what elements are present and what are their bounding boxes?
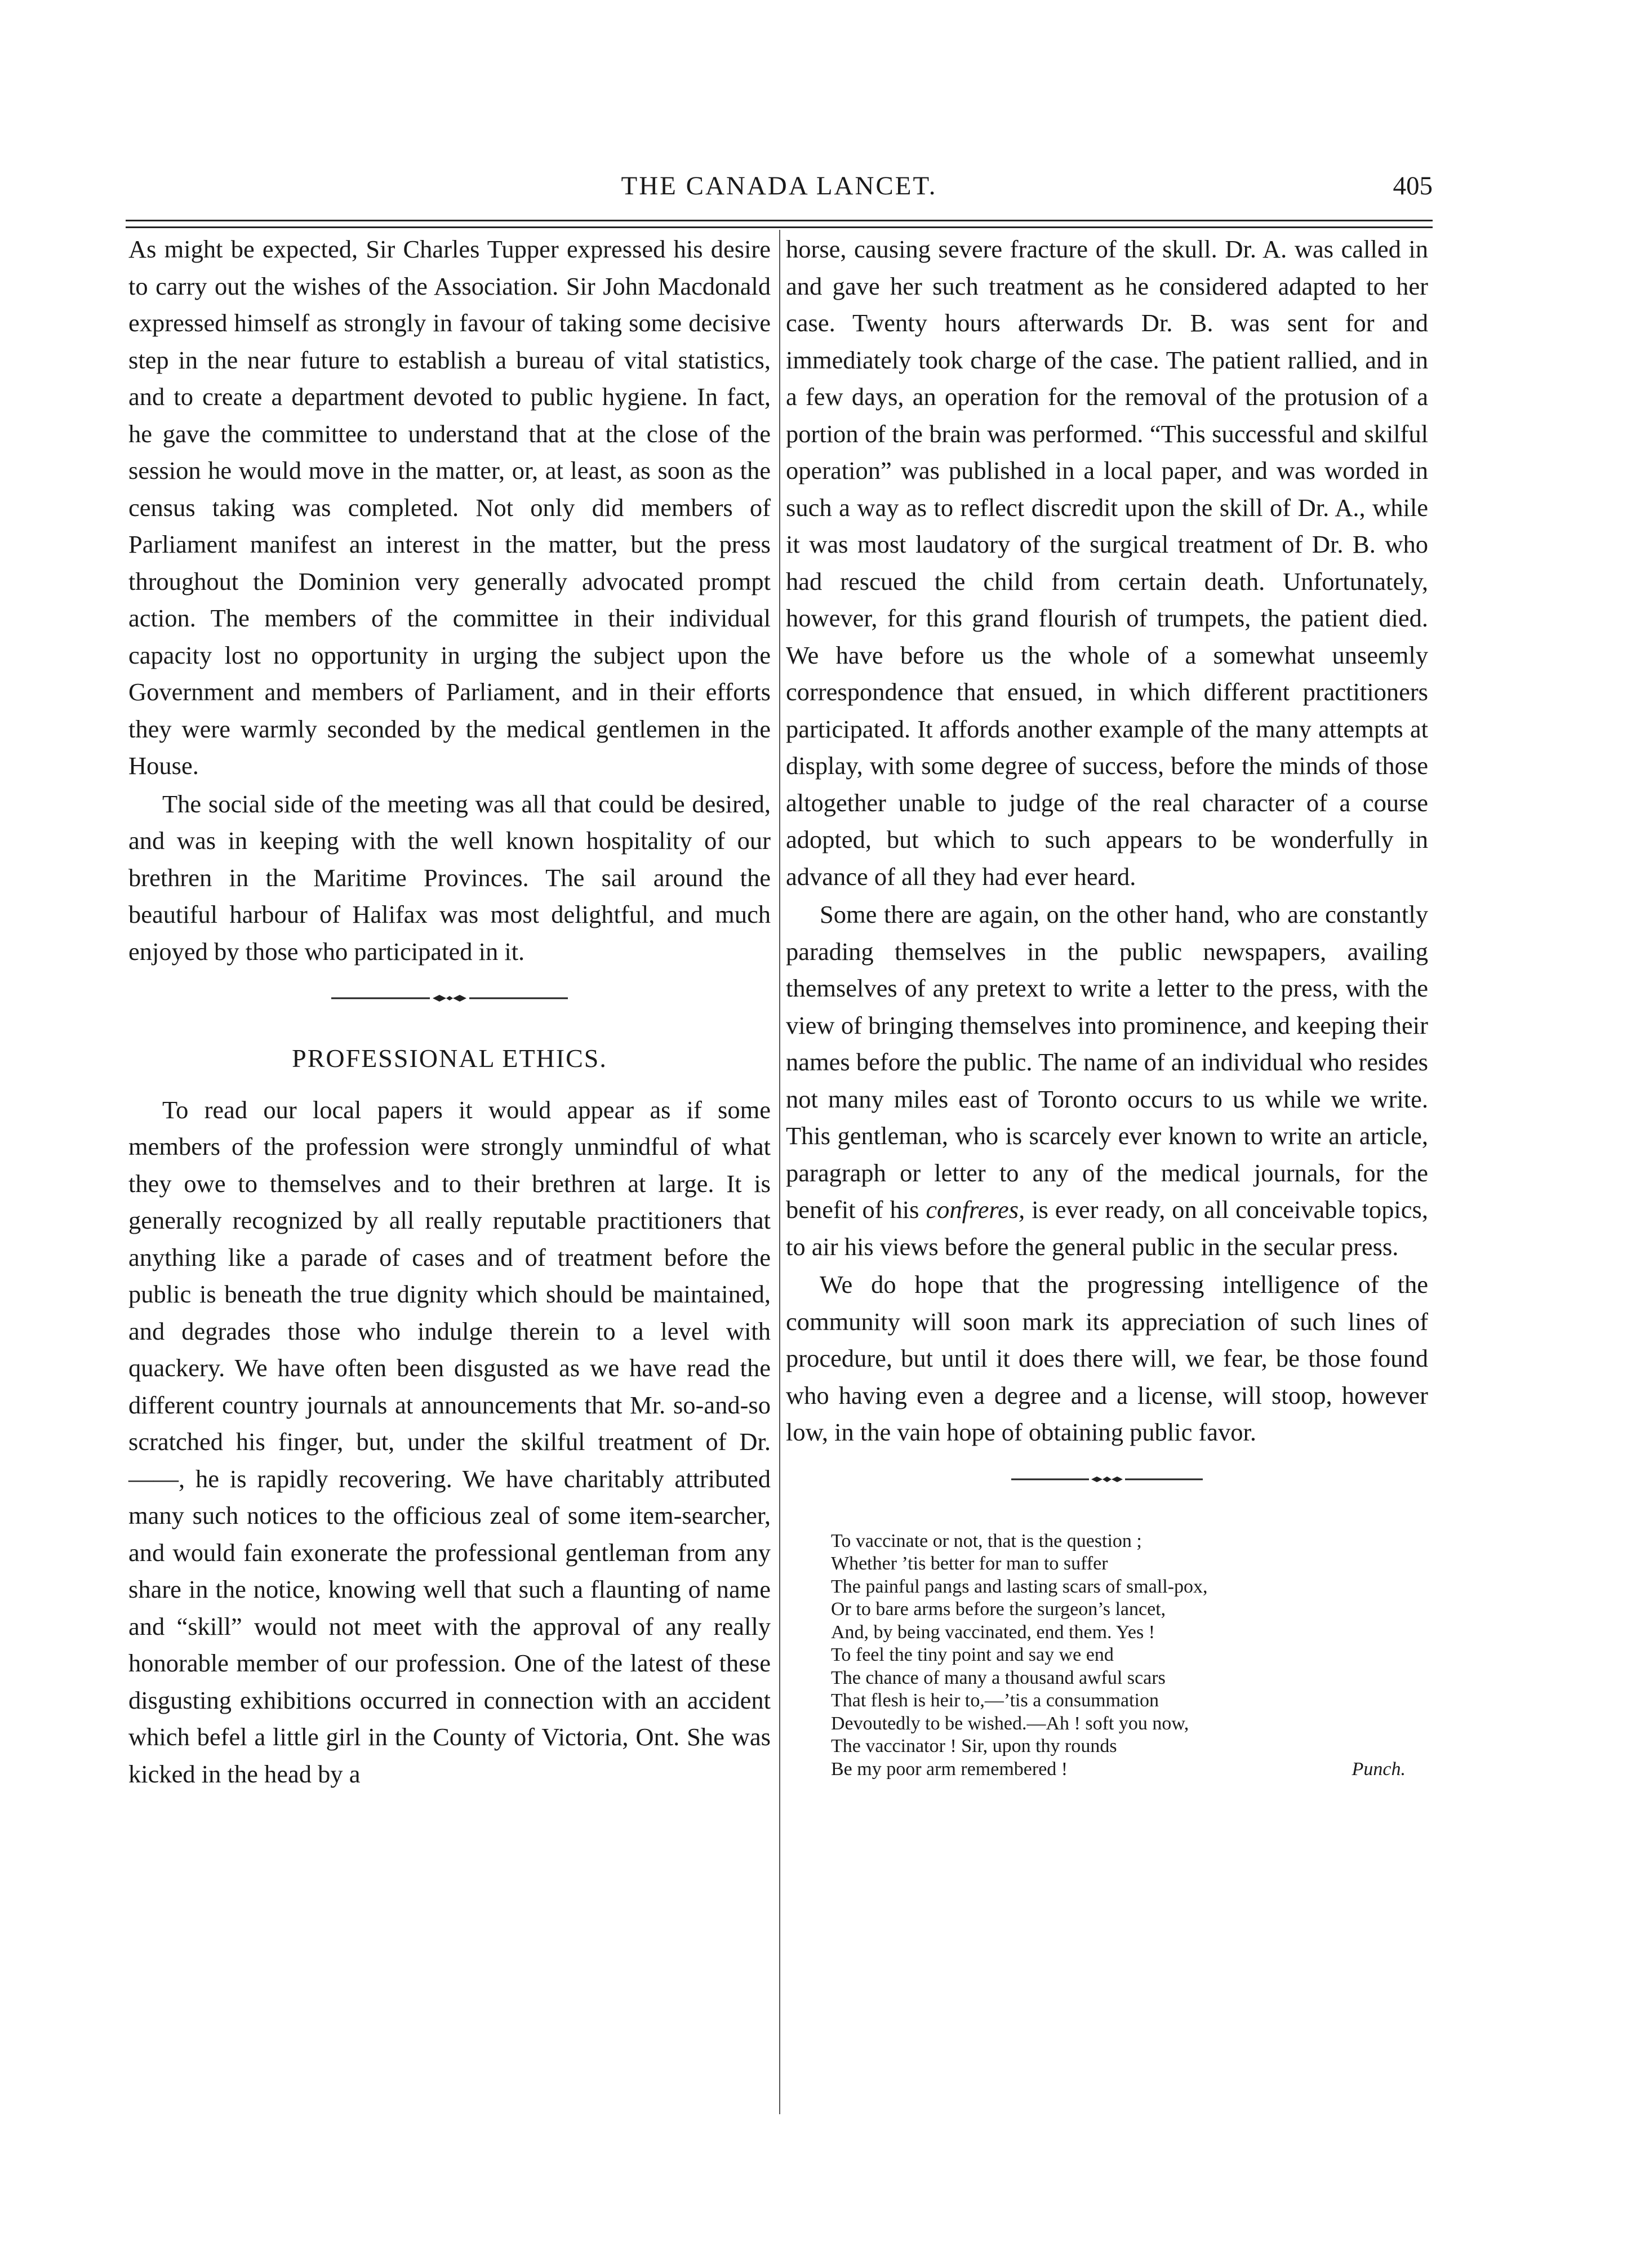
- section-heading: PROFESSIONAL ETHICS.: [292, 1044, 607, 1073]
- paragraph: horse, causing severe fracture of the skull. Dr. A. was called in and gave her such treatment as he considered adapted to her case. Twenty hours afterwards Dr. B. was sent for and immediately took charge of the case. The patient rallied, and in a few days, an operation for the removal of the protusion of a portion of the brain was performed. “This successful and skilful operation” was published in a local paper, and was worded in such a way as to reflect discredit upon the skill of Dr. A., while it was most laudatory of the surgical treatment of Dr. B. who had rescued the child from certain death. Unfortunately, however, for this grand flourish of trumpets, the patient died. We have before us the whole of a somewhat unseemly correspondence that ensued, in which different practitioners participated. It affords another example of the many attempts at display, with some degree of success, before the minds of those altogether unable to judge of the real character of a course adopted, but which to such appears to be wonderfully in advance of all they had ever heard.: [786, 235, 1428, 891]
- section-ornament: [128, 993, 771, 1032]
- running-header: [126, 163, 1433, 208]
- poem-line: Devoutedly to be wished.—Ah ! soft you now,: [831, 1713, 1189, 1734]
- ornament-rule-icon: [1011, 1474, 1203, 1485]
- running-title: THE CANADA LANCET.: [621, 171, 937, 201]
- right-column: [786, 231, 1428, 1781]
- page-number: 405: [1393, 171, 1433, 201]
- poem-line: Whether ’tis better for man to suffer: [831, 1553, 1108, 1574]
- poem-line: To vaccinate or not, that is the question ;: [831, 1530, 1142, 1551]
- poem-line: That flesh is heir to,—’tis a consummation: [831, 1690, 1159, 1711]
- poem-line: The painful pangs and lasting scars of small-pox,: [831, 1576, 1208, 1597]
- paragraph: To read our local papers it would appear as if some members of the profession were strongly unmindful of what they owe to themselves and to their brethren at large. It is generally recognized by all really reputable practitioners that anything like a parade of cases and of treatment before the public is beneath the true dignity which should be maintained, and degrades those who indulge therein to a level with quackery. We have often been disgusted as we have read the different country journals at announcements that Mr. so-and-so scratched his finger, but, under the skilful treatment of Dr. ——, he is rapidly recovering. We have charitably attributed many such notices to the officious zeal of some item-searcher, and would fain exonerate the professional gentleman from any share in the notice, knowing well that such a flaunting of name and “skill” would not meet with the approval of any really honorable member of our profession. One of the latest of these disgusting exhibitions occurred in connection with an accident which befel a little girl in the County of Victoria, Ont. She was kicked in the head by a: [128, 1095, 771, 1788]
- paragraph: The social side of the meeting was all that could be desired, and was in keeping with the well known hospitality of our brethren in the Maritime Provinces. The sail around the beautiful harbour of Halifax was most delightful, and much enjoyed by those who participated in it.: [128, 789, 771, 966]
- poem-attribution: Punch.: [1352, 1758, 1406, 1780]
- ornament-rule-icon: [331, 993, 568, 1004]
- header-rule-bottom: [126, 226, 1433, 228]
- poem-line: Or to bare arms before the surgeon’s lancet,: [831, 1599, 1166, 1620]
- paragraph: We do hope that the progressing intelligence of the community will soon mark its appreciation of such lines of procedure, but until it does there will, we fear, be those found who having even a degree and a license, will stoop, however low, in the vain hope of obtaining public favor.: [786, 1270, 1428, 1446]
- poem: [831, 1530, 1428, 1781]
- poem-line: The chance of many a thousand awful scars: [831, 1667, 1166, 1688]
- header-rule-top: [126, 220, 1433, 221]
- paragraph-text: is ever ready, on all conceivable topics, to air his views before the general public in the secular press.: [786, 1195, 1428, 1261]
- paragraph-text: Some there are again, on the other hand, who are constantly parading themselves in the public newspapers, availing themselves of any pretext to write a letter to the press, with the view of bringing themselves into prominence, and keeping their names before the public. The name of an individual who resides not many miles east of Toronto occurs to us while we write. This gentleman, who is scarcely ever known to write an article, paragraph or letter to any of the medical journals, for the benefit of his: [786, 900, 1428, 1224]
- poem-line: To feel the tiny point and say we end: [831, 1644, 1114, 1665]
- poem-line: Be my poor arm remembered !: [831, 1758, 1068, 1780]
- italic-word: confreres,: [926, 1195, 1025, 1224]
- column-divider: [779, 230, 780, 2114]
- paragraph: As might be expected, Sir Charles Tupper expressed his desire to carry out the wishes of the Association. Sir John Macdonald expressed himself as strongly in favour of taking some decisive step in the near future to establish a bureau of vital statistics, and to create a department devoted to public hygiene. In fact, he gave the committee to understand that at the close of the session he would move in the matter, or, at least, as soon as the census taking was completed. Not only did members of Parliament manifest an interest in the matter, but the press throughout the Dominion very generally advocated prompt action. The members of the committee in their individual capacity lost no opportunity in urging the subject upon the Government and members of Parliament, and in their efforts they were warmly seconded by the medical gentlemen in the House.: [128, 235, 771, 780]
- poem-line: And, by being vaccinated, end them. Yes !: [831, 1621, 1155, 1643]
- paragraph: [786, 896, 1428, 1265]
- poem-line: The vaccinator ! Sir, upon thy rounds: [831, 1736, 1117, 1756]
- poem-last-row: [831, 1758, 1406, 1781]
- left-column: [128, 231, 771, 1793]
- section-ornament: [786, 1474, 1428, 1513]
